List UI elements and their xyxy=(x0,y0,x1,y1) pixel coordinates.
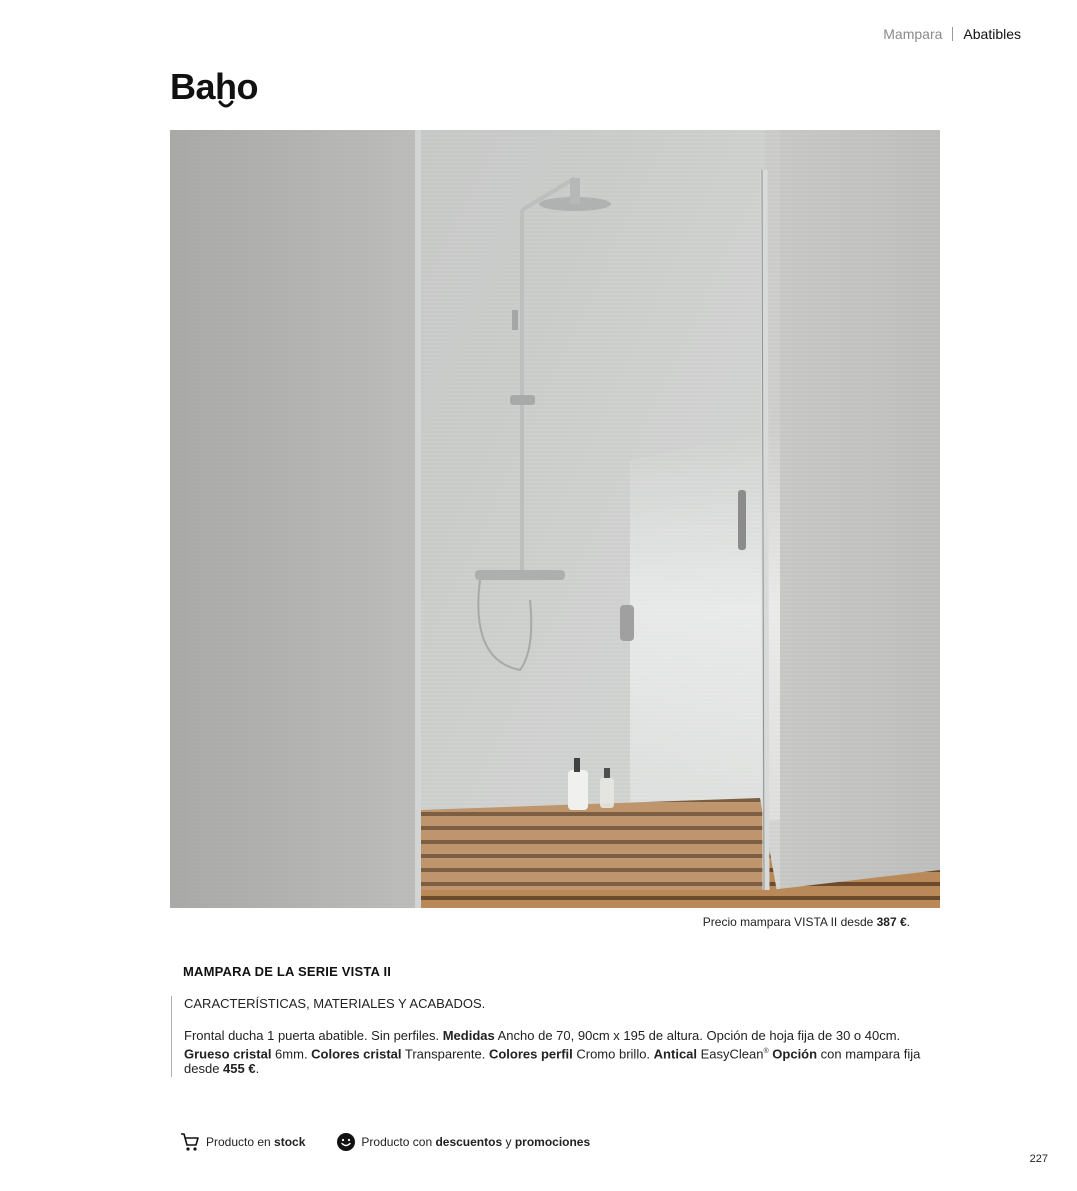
spec-heading: CARACTERÍSTICAS, MATERIALES Y ACABADOS. xyxy=(184,996,486,1011)
spec-antical-value: EasyClean xyxy=(697,1045,764,1061)
legend-stock-bold: stock xyxy=(274,1135,306,1149)
legend-stock xyxy=(180,1132,305,1152)
breadcrumb-divider xyxy=(952,27,953,41)
smile-badge-icon xyxy=(337,1133,355,1151)
spec-end: . xyxy=(255,1061,260,1077)
spec-block xyxy=(171,996,924,1077)
product-title: MAMPARA DE LA SERIE VISTA II xyxy=(183,964,392,979)
breadcrumb xyxy=(883,26,1021,42)
spec-opcion-price: 455 € xyxy=(223,1061,256,1077)
product-photo xyxy=(170,130,940,908)
breadcrumb-current: Abatibles xyxy=(963,26,1021,42)
spec-opcion-label: Opción xyxy=(768,1045,818,1061)
page-number: 227 xyxy=(1029,1153,1048,1165)
legend xyxy=(180,1132,622,1152)
spec-colores-cristal-value: Transparente. xyxy=(401,1045,489,1061)
spec-medidas-label: Medidas xyxy=(442,1028,495,1043)
smile-logo-icon xyxy=(218,100,234,110)
legend-promo-bold-1: descuentos xyxy=(435,1135,503,1149)
brand-logo xyxy=(170,66,258,108)
spec-colores-cristal-label: Colores cristal xyxy=(311,1045,402,1061)
spec-text xyxy=(184,1028,924,1077)
spec-colores-perfil-value: Cromo brillo. xyxy=(572,1045,654,1061)
spec-medidas-value: Ancho de 70, 90cm x 195 de altura. Opción de hoja fija de 30 o 40cm. xyxy=(494,1028,901,1043)
legend-stock-prefix: Producto en xyxy=(206,1135,275,1149)
spec-antical-sup: ® xyxy=(763,1047,769,1055)
caption-suffix: . xyxy=(906,915,910,929)
caption-price: 387 € xyxy=(876,915,907,929)
legend-promo-bold-2: promociones xyxy=(514,1135,591,1149)
legend-promo xyxy=(337,1133,590,1151)
spec-intro: Frontal ducha 1 puerta abatible. Sin perfiles. xyxy=(184,1028,443,1043)
spec-grueso-label: Grueso cristal xyxy=(184,1045,272,1061)
price-caption xyxy=(703,915,910,929)
caption-prefix: Precio mampara VISTA II desde xyxy=(702,915,877,929)
brand-logo-text: Baho xyxy=(170,66,258,107)
spec-grueso-value: 6mm. xyxy=(271,1045,312,1061)
legend-promo-mid: y xyxy=(502,1135,515,1149)
spec-colores-perfil-label: Colores perfil xyxy=(488,1045,573,1061)
breadcrumb-section[interactable]: Mampara xyxy=(883,26,943,42)
spec-opcion-value: con mampara fija desde xyxy=(184,1045,921,1077)
cart-icon xyxy=(180,1132,200,1152)
spec-antical-label: Antical xyxy=(653,1045,698,1061)
legend-promo-prefix: Producto con xyxy=(361,1135,436,1149)
